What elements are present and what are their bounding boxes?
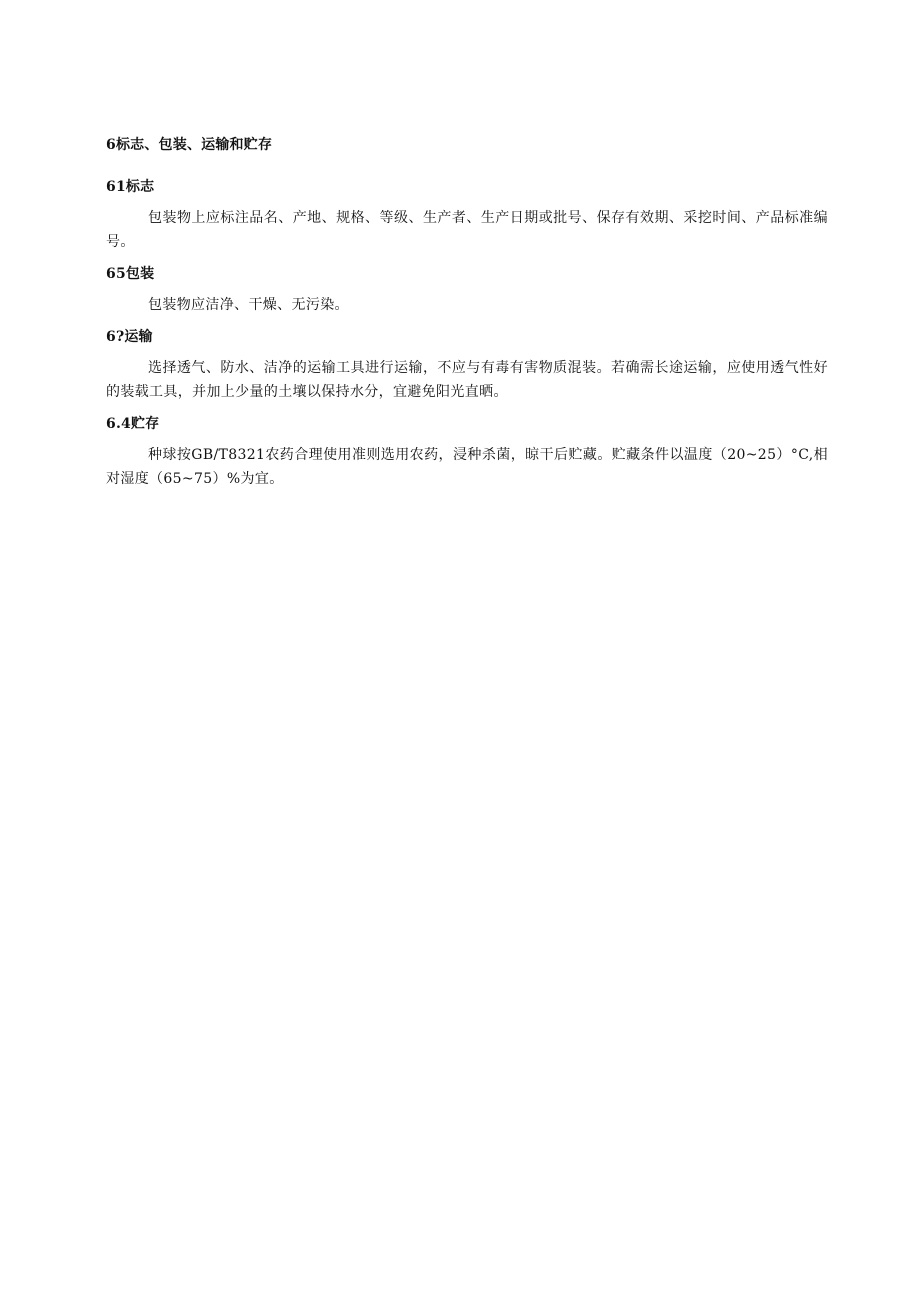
subsection-paragraph: 种球按GB/T8321农药合理使用准则选用农药，浸种杀菌，晾干后贮藏。贮藏条件以温度（20~25）°C,相对湿度（65~75）%为宜。	[106, 447, 828, 487]
subsection-paragraph: 选择透气、防水、洁净的运输工具进行运输，不应与有毒有害物质混装。若确需长途运输，应使用透气性好的装载工具，并加上少量的土壤以保持水分，宜避免阳光直晒。	[106, 360, 828, 400]
subsection-paragraph: 包装物上应标注品名、产地、规格、等级、生产者、生产日期或批号、保存有效期、采挖时间、产品标准编号。	[106, 210, 828, 250]
subsection-paragraph: 包装物应洁净、干燥、无污染。	[148, 297, 349, 313]
subsection-storage	[106, 413, 828, 491]
subsection-packaging	[106, 263, 828, 317]
section-title: 6标志、包装、运输和贮存	[106, 137, 273, 153]
document-body	[106, 134, 828, 500]
subsection-heading: 65包装	[106, 266, 155, 282]
subsection-transport	[106, 326, 828, 404]
subsection-heading: 61标志	[106, 179, 155, 195]
subsection-heading: 6?运输	[106, 329, 153, 345]
subsection-marking	[106, 176, 828, 254]
subsection-heading: 6.4贮存	[106, 416, 160, 432]
